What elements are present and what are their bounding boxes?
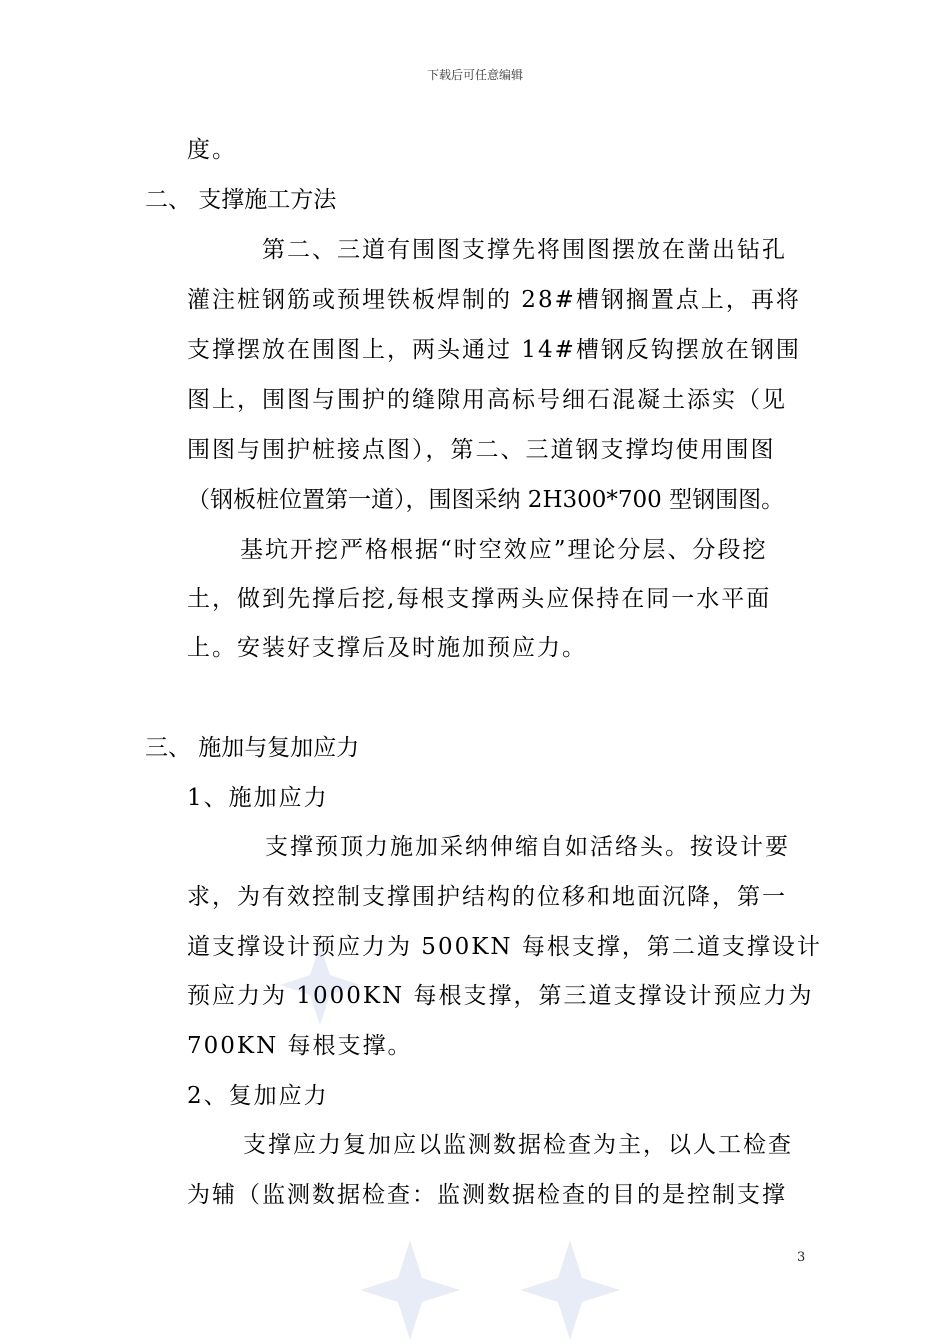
- text-line: 为辅（监测数据检查：监测数据检查的目的是控制支撑: [187, 1182, 787, 1208]
- subsection-heading: 2、复加应力: [187, 1083, 329, 1109]
- text-line: 求，为有效控制支撑围护结构的位移和地面沉降，第一: [187, 884, 787, 910]
- page-number: 3: [797, 1250, 806, 1265]
- section-heading: 三、 施加与复加应力: [145, 735, 360, 761]
- section-heading: 二、 支撑施工方法: [145, 187, 337, 213]
- text-line: 支撑应力复加应以监测数据检查为主，以人工检查: [243, 1132, 793, 1158]
- page-header: 下载后可任意编辑: [426, 68, 523, 82]
- text-line: 灌注桩钢筋或预埋铁板焊制的 28#槽钢搁置点上，再将: [187, 287, 801, 313]
- text-line: 预应力为 1000KN 每根支撑，第三道支撑设计预应力为: [187, 983, 814, 1009]
- text-line: 土，做到先撑后挖,每根支撑两头应保持在同一水平面: [187, 586, 772, 612]
- text-line: （钢板桩位置第一道），围图采纳 2H300*700 型钢围图。: [187, 487, 785, 513]
- text-line: 图上，围图与围护的缝隙用高标号细石混凝土添实（见: [187, 387, 787, 413]
- text-line: 围图与围护桩接点图），第二、三道钢支撑均使用围图: [187, 437, 776, 463]
- watermark-icon: [360, 1240, 460, 1340]
- text-line: 第二、三道有围图支撑先将围图摆放在凿出钻孔: [262, 237, 787, 263]
- watermark-icon: [520, 1240, 620, 1340]
- text-line: 基坑开挖严格根据“时空效应”理论分层、分段挖: [240, 537, 768, 563]
- text-line: 度。: [187, 137, 237, 163]
- subsection-heading: 1、施加应力: [187, 785, 329, 811]
- text-line: 道支撑设计预应力为 500KN 每根支撑，第二道支撑设计: [187, 934, 822, 960]
- text-line: 支撑预顶力施加采纳伸缩自如活络头。按设计要: [265, 834, 790, 860]
- text-line: 700KN 每根支撑。: [187, 1033, 413, 1059]
- text-line: 上。安装好支撑后及时施加预应力。: [187, 635, 587, 661]
- text-line: 支撑摆放在围图上，两头通过 14#槽钢反钩摆放在钢围: [187, 337, 801, 363]
